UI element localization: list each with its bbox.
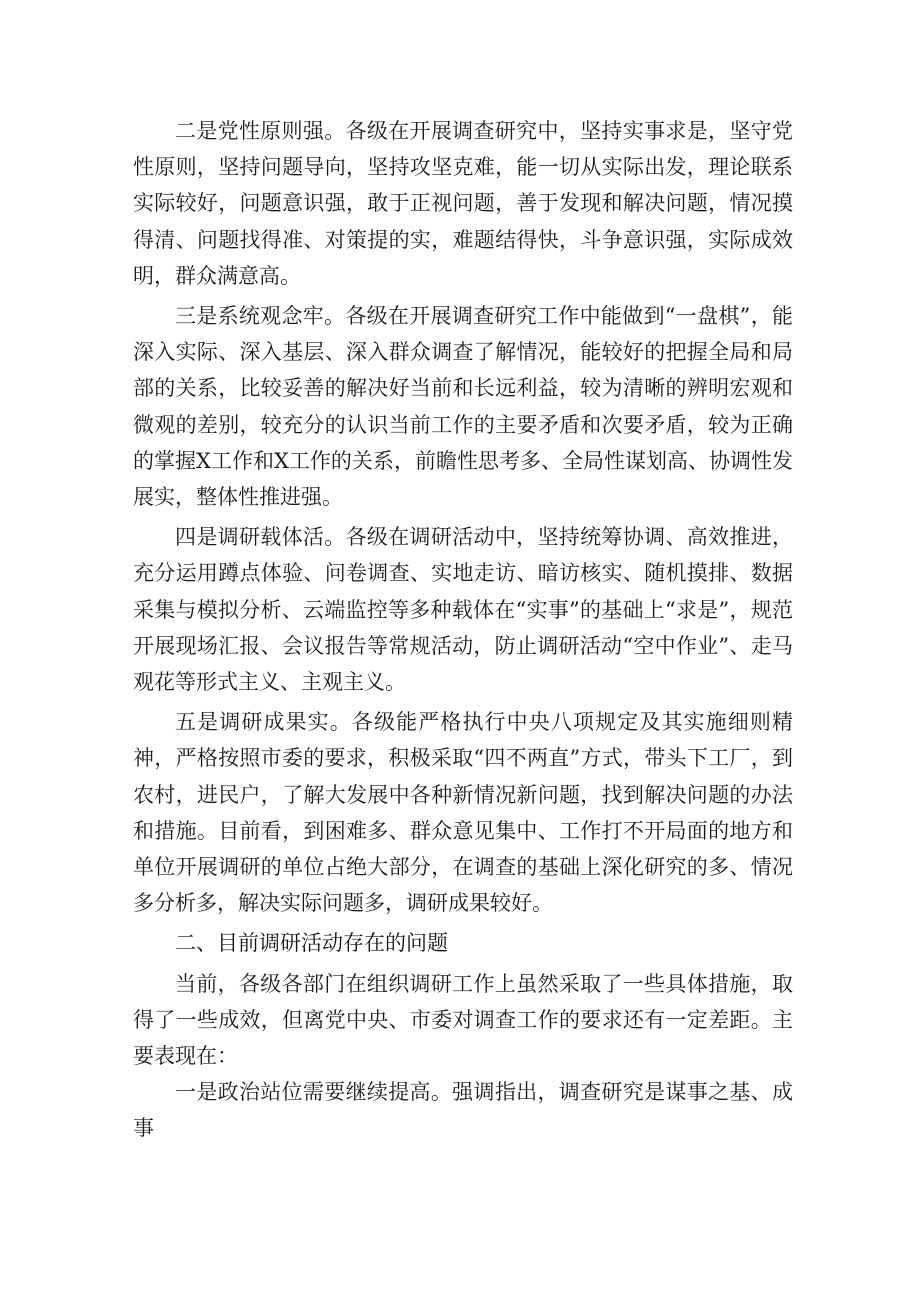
paragraph-political-stance: 一是政治站位需要继续提高。强调指出，调查研究是谋事之基、成事 [133, 1080, 793, 1141]
paragraph-system-concept: 三是系统观念牢。各级在开展调查研究工作中能做到“一盘棋”，能深入实际、深入基层、深入群众调查了解情况，能较好的把握全局和局部的关系，比较妥善的解决好当前和长远利益，较为清晰的辨明宏观和微观的差别，较充分的认识当前工作的主要矛盾和次要矛盾，较为正确的掌握X工作和X工作的关系，前瞻性思考多、全局性谋划高、协调性发展实，整体性推进强。 [133, 304, 793, 510]
paragraph-research-results: 五是调研成果实。各级能严格执行中央八项规定及其实施细则精神，严格按照市委的要求，积极采取“四不两直”方式，带头下工厂，到农村，进民户，了解大发展中各种新情况新问题，找到解决问题的办法和措施。目前看，到困难多、群众意见集中、工作打不开局面的地方和单位开展调研的单位占绝大部分，在调查的基础上深化研究的多、情况多分析多，解决实际问题多，调研成果较好。 [133, 710, 793, 916]
section-heading: 二、目前调研活动存在的问题 [175, 931, 448, 956]
document-body [133, 113, 793, 1147]
paragraph-party-principle: 二是党性原则强。各级在开展调查研究中，坚持实事求是，坚守党性原则，坚持问题导向，坚持攻坚克难，能一切从实际出发，理论联系实际较好，问题意识强，敢于正视问题，善于发现和解决问题，情况摸得清、问题找得准、对策提的实，难题结得快，斗争意识强，实际成效明，群众满意高。 [133, 119, 793, 288]
paragraph-current-gaps: 当前，各级各部门在组织调研工作上虽然采取了一些具体措施，取得了一些成效，但离党中央、市委对调查工作的要求还有一定差距。主要表现在： [133, 971, 793, 1069]
paragraph-research-carrier: 四是调研载体活。各级在调研活动中，坚持统筹协调、高效推进，充分运用蹲点体验、问卷调查、实地走访、暗访核实、随机摸排、数据采集与模拟分析、云端监控等多种载体在“实事”的基础上“求是”，规范开展现场汇报、会议报告等常规活动，防止调研活动“空中作业”、走马观花等形式主义、主观主义。 [133, 525, 793, 695]
